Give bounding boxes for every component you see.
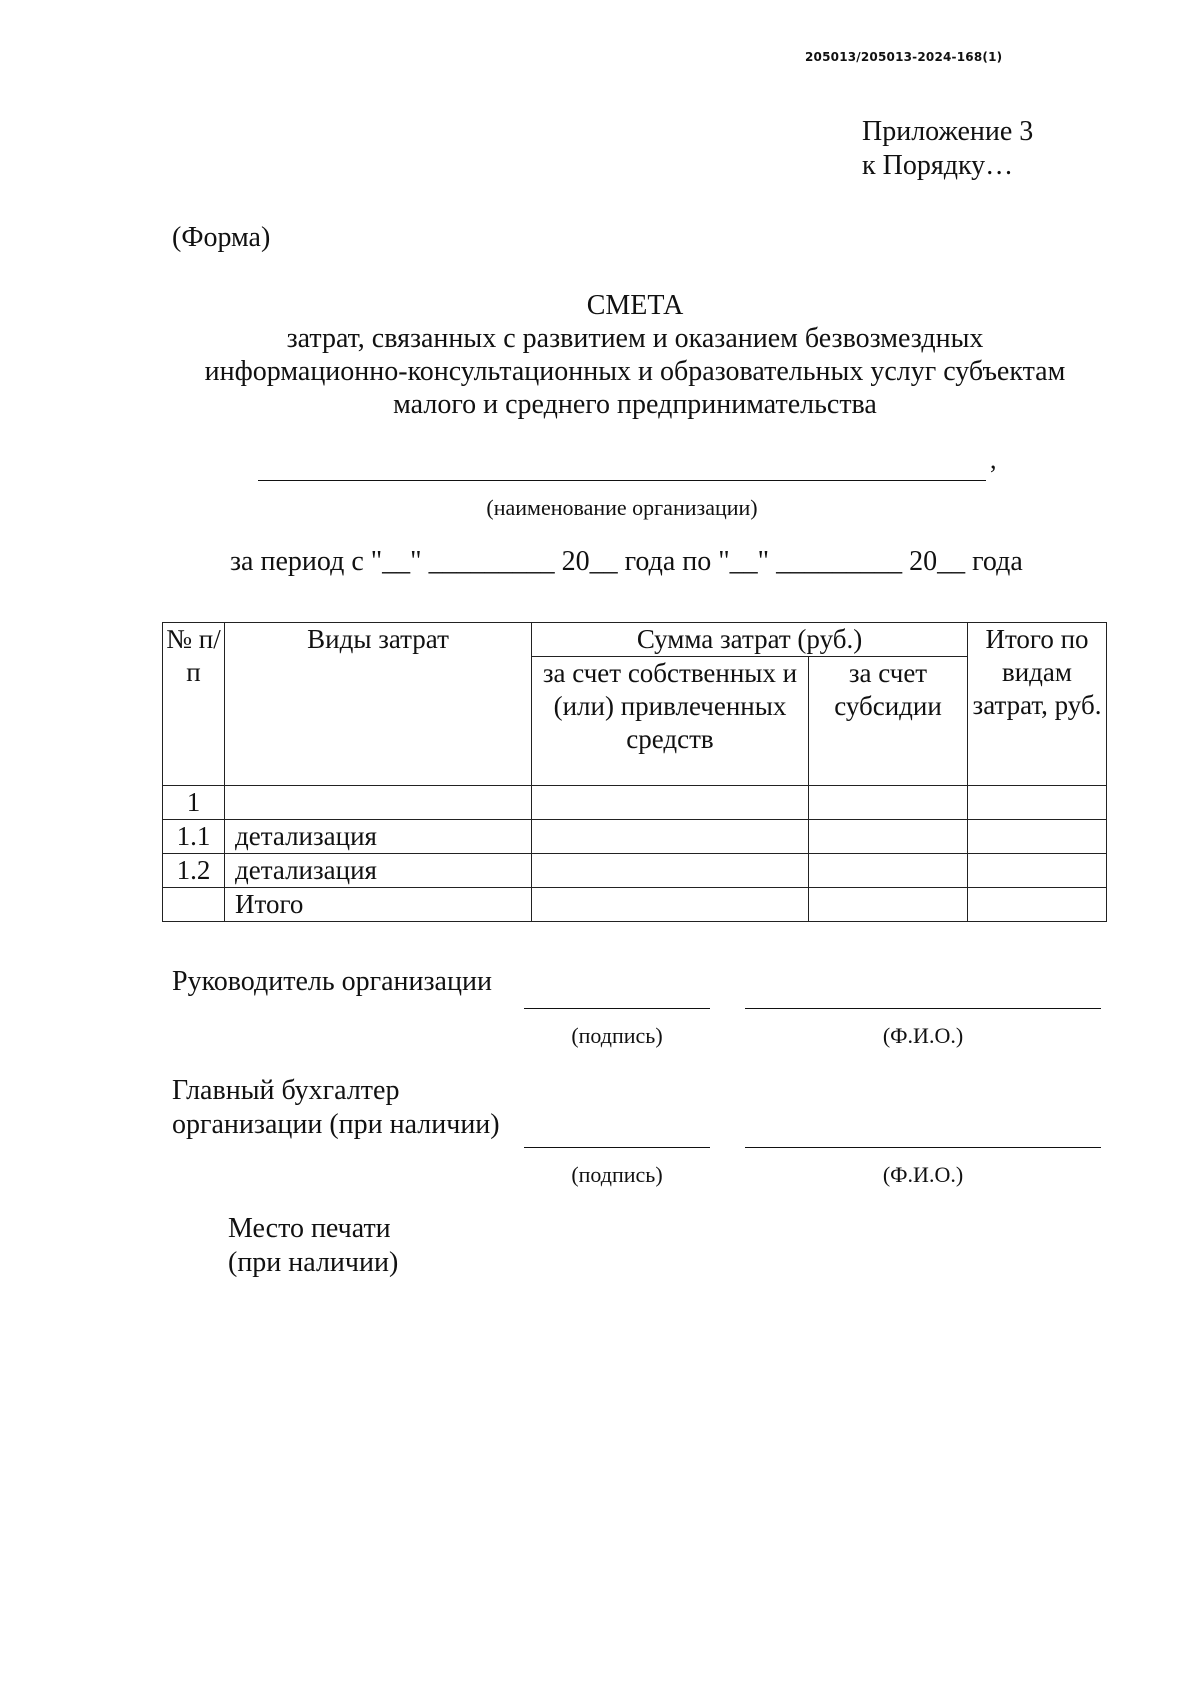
accountant-name-field[interactable]: [745, 1147, 1101, 1148]
head-name-field[interactable]: [745, 1008, 1101, 1009]
row-cost-kind[interactable]: [225, 786, 532, 820]
row-own-funds-cell[interactable]: [532, 888, 809, 922]
table-total-row: [163, 888, 1107, 922]
row-subsidy-cell[interactable]: [809, 854, 968, 888]
document-id: 205013/205013-2024-168(1): [805, 50, 1003, 64]
table-header-row: [163, 623, 1107, 657]
row-total-cell[interactable]: [968, 854, 1107, 888]
header-cost-sum: Сумма затрат (руб.): [532, 623, 968, 657]
row-own-funds-cell[interactable]: [532, 786, 809, 820]
row-own-funds-cell[interactable]: [532, 854, 809, 888]
header-total-by-kind: Итого по видам затрат, руб.: [968, 623, 1107, 786]
table-row: [163, 786, 1107, 820]
appendix-line-2: к Порядку…: [862, 150, 1014, 181]
row-number: [163, 888, 225, 922]
row-cost-kind: Итого: [225, 888, 532, 922]
accountant-signature-field[interactable]: [524, 1147, 710, 1148]
subtitle-line-3: малого и среднего предпринимательства: [393, 389, 877, 420]
accountant-signature-caption: (подпись): [571, 1162, 663, 1187]
header-subsidy: за счет субсидии: [809, 657, 968, 786]
head-name-caption: (Ф.И.О.): [882, 1023, 964, 1048]
document-subtitle: [120, 322, 1150, 421]
row-subsidy-cell[interactable]: [809, 820, 968, 854]
stamp-line-1: Место печати: [228, 1213, 391, 1244]
organization-caption: (наименование организации): [486, 495, 758, 520]
row-number: 1.2: [163, 854, 225, 888]
row-number: 1.1: [163, 820, 225, 854]
document-title: СМЕТА: [586, 290, 684, 321]
row-number: 1: [163, 786, 225, 820]
appendix-reference: [862, 115, 1033, 183]
accountant-label-line-2: организации (при наличии): [172, 1109, 500, 1140]
form-label: (Форма): [172, 222, 271, 253]
row-subsidy-cell[interactable]: [809, 786, 968, 820]
head-label: Руководитель организации: [172, 966, 492, 997]
head-signature-field[interactable]: [524, 1008, 710, 1009]
accountant-name-caption: (Ф.И.О.): [882, 1162, 964, 1187]
accountant-label: [172, 1074, 500, 1142]
row-subsidy-cell[interactable]: [809, 888, 968, 922]
header-cost-kind: Виды затрат: [225, 623, 532, 786]
head-signature-caption: (подпись): [571, 1023, 663, 1048]
row-cost-kind[interactable]: детализация: [225, 854, 532, 888]
header-own-funds: за счет собственных и (или) привлеченных средств: [532, 657, 809, 786]
subtitle-line-1: затрат, связанных с развитием и оказанием безвозмездных: [286, 323, 984, 354]
row-cost-kind[interactable]: детализация: [225, 820, 532, 854]
table-row: [163, 820, 1107, 854]
period-line: за период с "__" _________ 20__ года по "__" _________ 20__ года: [230, 546, 1023, 577]
stamp-line-2: (при наличии): [228, 1247, 399, 1278]
row-total-cell[interactable]: [968, 888, 1107, 922]
stamp-place: [228, 1212, 398, 1280]
subtitle-line-2: информационно-консультационных и образовательных услуг субъектам: [204, 356, 1066, 387]
accountant-label-line-1: Главный бухгалтер: [172, 1075, 400, 1106]
row-total-cell[interactable]: [968, 786, 1107, 820]
row-own-funds-cell[interactable]: [532, 820, 809, 854]
cost-table: [162, 622, 1107, 922]
header-number: № п/п: [163, 623, 225, 786]
organization-comma: ,: [990, 445, 997, 474]
table-row: [163, 854, 1107, 888]
organization-name-field[interactable]: [258, 480, 986, 481]
row-total-cell[interactable]: [968, 820, 1107, 854]
appendix-line-1: Приложение 3: [862, 116, 1034, 147]
